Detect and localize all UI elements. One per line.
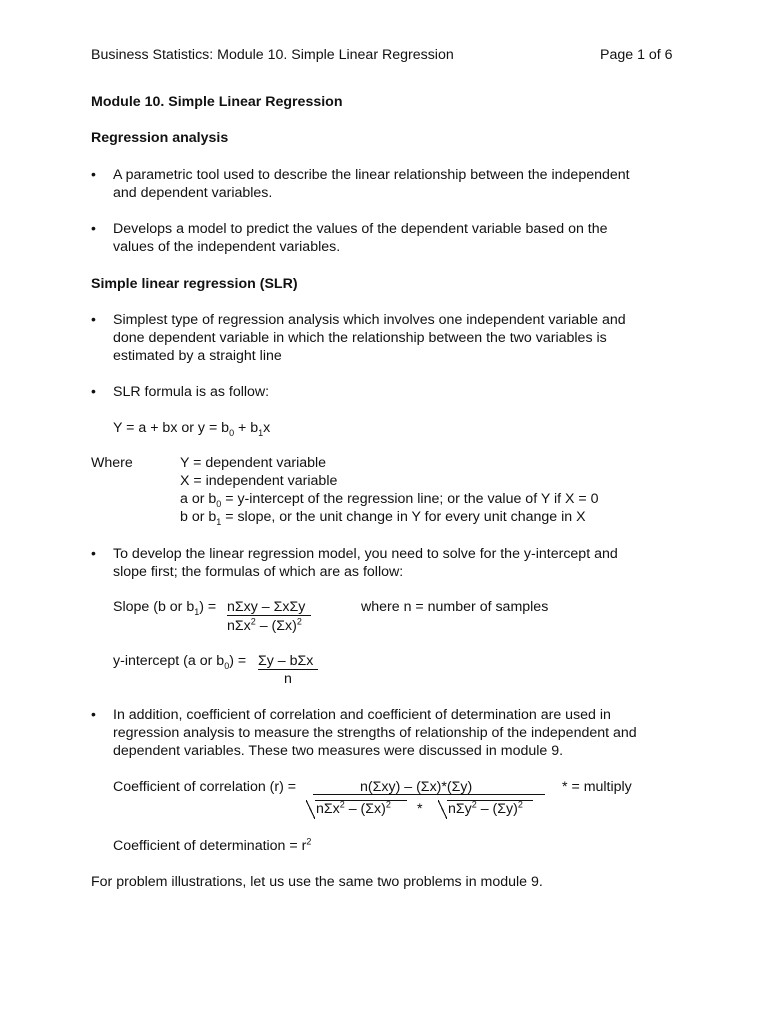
paragraph-line: SLR formula is as follow: <box>113 384 270 400</box>
paragraph-line: In addition, coefficient of correlation and coefficient of determination are used in <box>113 707 611 723</box>
correlation-fraction-bar <box>313 794 545 795</box>
paragraph-line: values of the independent variables. <box>113 239 341 255</box>
intercept-numerator: Σy – bΣx <box>258 653 314 669</box>
bullet-icon: • <box>91 220 96 236</box>
where-line: Y = dependent variable <box>180 455 327 471</box>
bullet-icon: • <box>91 545 96 561</box>
paragraph-line: A parametric tool used to describe the linear relationship between the independent <box>113 167 630 183</box>
section-heading-slr: Simple linear regression (SLR) <box>91 276 298 292</box>
correlation-denominator-x: $n\Sigma x^2 - (\Sigma x)^2$ <box>316 799 391 817</box>
where-label: Where <box>91 455 133 471</box>
multiply-star: * <box>417 801 423 817</box>
slope-numerator: nΣxy – ΣxΣy <box>227 599 306 615</box>
closing-paragraph: For problem illustrations, let us use the same two problems in module 9. <box>91 874 543 890</box>
paragraph-line: To develop the linear regression model, you need to solve for the y-intercept and <box>113 546 618 562</box>
module-title: Module 10. Simple Linear Regression <box>91 94 343 110</box>
slr-formula: Y = a + bx or $y = b_0 + b_1x$ <box>113 420 271 438</box>
bullet-icon: • <box>91 383 96 399</box>
paragraph-line: Simplest type of regression analysis which involves one independent variable and <box>113 312 626 328</box>
slope-label: Slope (b or $b_1$) = <box>113 599 217 617</box>
correlation-numerator: n(Σxy) – (Σx)*(Σy) <box>360 779 473 795</box>
page-number: Page 1 of 6 <box>600 47 673 63</box>
intercept-label: y-intercept (a or $b_0$) = <box>113 653 247 671</box>
paragraph-line: dependent variables. These two measures were discussed in module 9. <box>113 743 564 759</box>
where-line: b or $b_1$ = slope, or the unit change in Y for every unit change in X <box>180 509 586 527</box>
page-header-title: Business Statistics: Module 10. Simple Linear Regression <box>91 47 454 63</box>
section-heading-regression-analysis: Regression analysis <box>91 130 229 146</box>
correlation-label: Coefficient of correlation (r) = <box>113 779 297 795</box>
where-line: X = independent variable <box>180 473 338 489</box>
paragraph-line: estimated by a straight line <box>113 348 282 364</box>
paragraph-line: Develops a model to predict the values of the dependent variable based on the <box>113 221 608 237</box>
slope-note: where n = number of samples <box>361 599 549 615</box>
where-line: a or $b_0$ = y-intercept of the regression line; or the value of Y if X = 0 <box>180 491 599 509</box>
paragraph-line: slope first; the formulas of which are as follow: <box>113 564 404 580</box>
paragraph-line: and dependent variables. <box>113 185 273 201</box>
bullet-icon: • <box>91 706 96 722</box>
paragraph-line: done dependent variable in which the relationship between the two variables is <box>113 330 607 346</box>
bullet-icon: • <box>91 166 96 182</box>
intercept-denominator: n <box>284 671 292 687</box>
slope-denominator: $n\Sigma x^2 - (\Sigma x)^2$ <box>227 616 302 634</box>
bullet-icon: • <box>91 311 96 327</box>
paragraph-line: regression analysis to measure the strengths of relationship of the independent and <box>113 725 637 741</box>
correlation-denominator-y: $n\Sigma y^2 - (\Sigma y)^2$ <box>448 799 523 817</box>
correlation-note: * = multiply <box>562 779 632 795</box>
determination-formula: Coefficient of determination = $r^2$ <box>113 836 312 854</box>
